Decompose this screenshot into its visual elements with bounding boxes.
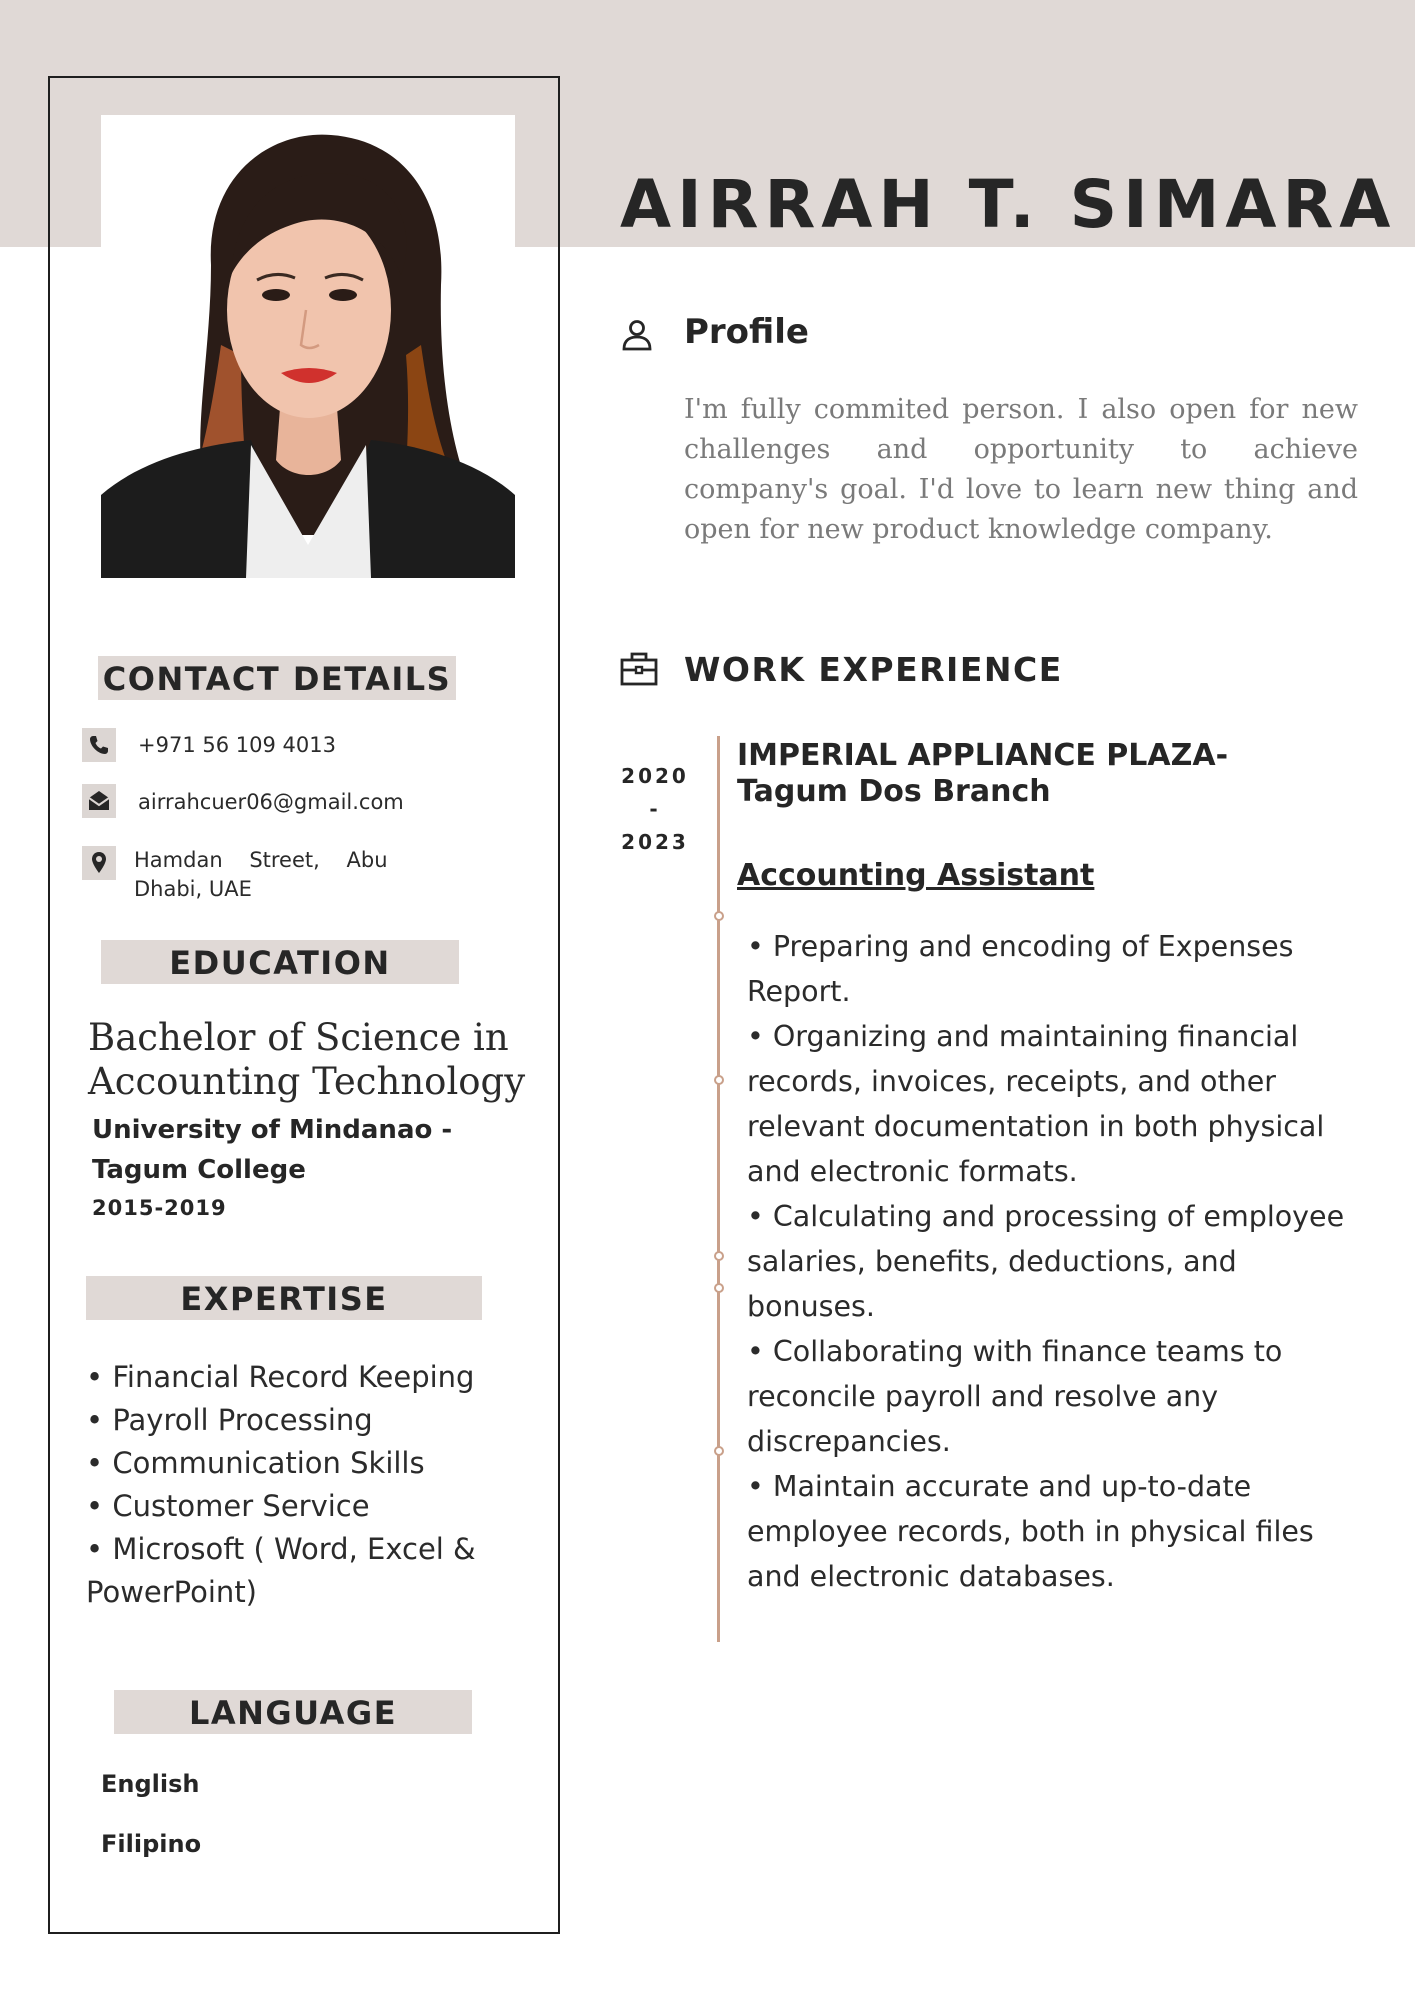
duty-item: • Preparing and encoding of Expenses Report. <box>747 930 1294 1008</box>
profile-summary: I'm fully commited person. I also open for new challenges and opportunity to achieve company's goal. I'd love to learn new thing and open for new product knowledge company. <box>684 394 1358 545</box>
degree <box>88 1016 548 1104</box>
education-years: 2015-2019 <box>92 1196 227 1220</box>
profile-heading: Profile <box>684 312 809 352</box>
duty-item: • Collaborating with finance teams to reconcile payroll and resolve any discrepancies. <box>747 1335 1283 1458</box>
company-line-1: IMPERIAL APPLIANCE PLAZA- <box>737 738 1229 773</box>
language-heading: LANGUAGE <box>114 1690 472 1734</box>
duty-item: • Organizing and maintaining financial records, invoices, receipts, and other relevant documentation in both physical and electronic formats. <box>747 1020 1325 1188</box>
user-icon <box>620 318 654 357</box>
address-line-1: Hamdan Street, Abu <box>134 848 388 872</box>
work-years <box>610 760 700 859</box>
address-line-2: Dhabi, UAE <box>134 877 252 901</box>
company-name <box>737 738 1257 810</box>
email-address: airrahcuer06@gmail.com <box>138 790 404 814</box>
language-item: Filipino <box>101 1830 202 1858</box>
phone-number: +971 56 109 4013 <box>138 733 336 757</box>
phone-icon <box>82 728 116 762</box>
school-name <box>92 1110 512 1190</box>
profile-photo <box>101 115 515 578</box>
education-heading: EDUCATION <box>101 940 459 984</box>
duties-list <box>747 924 1367 1599</box>
year-separator: - <box>649 797 661 821</box>
expertise-item: • Financial Record Keeping <box>86 1360 475 1394</box>
degree-line-1: Bachelor of Science in <box>88 1016 509 1059</box>
work-heading: WORK EXPERIENCE <box>684 650 1063 689</box>
degree-line-2: Accounting Technology <box>88 1060 526 1103</box>
school-line-1: University of Mindanao - <box>92 1115 453 1145</box>
expertise-list <box>86 1356 556 1614</box>
expertise-item: • Payroll Processing <box>86 1403 373 1437</box>
duty-item: • Calculating and processing of employee salaries, benefits, deductions, and bonuses. <box>747 1200 1345 1323</box>
timeline-markers <box>708 900 730 1460</box>
email-icon <box>82 784 116 818</box>
language-item: English <box>101 1770 200 1798</box>
expertise-heading: EXPERTISE <box>86 1276 482 1320</box>
address <box>134 846 388 904</box>
location-pin-icon <box>82 846 116 880</box>
company-line-2: Tagum Dos Branch <box>737 774 1051 809</box>
job-title: Accounting Assistant <box>737 858 1095 893</box>
year-end: 2023 <box>621 830 689 854</box>
duty-item: • Maintain accurate and up-to-date employee records, both in physical files and electronic databases. <box>747 1470 1314 1593</box>
school-line-2: Tagum College <box>92 1155 306 1185</box>
expertise-item: • Customer Service <box>86 1489 370 1523</box>
candidate-name: AIRRAH T. SIMARA <box>620 166 1397 243</box>
expertise-item: • Microsoft ( Word, Excel & PowerPoint) <box>86 1532 476 1609</box>
year-start: 2020 <box>621 764 689 788</box>
briefcase-icon <box>619 651 659 692</box>
contact-heading: CONTACT DETAILS <box>98 656 456 700</box>
expertise-item: • Communication Skills <box>86 1446 425 1480</box>
